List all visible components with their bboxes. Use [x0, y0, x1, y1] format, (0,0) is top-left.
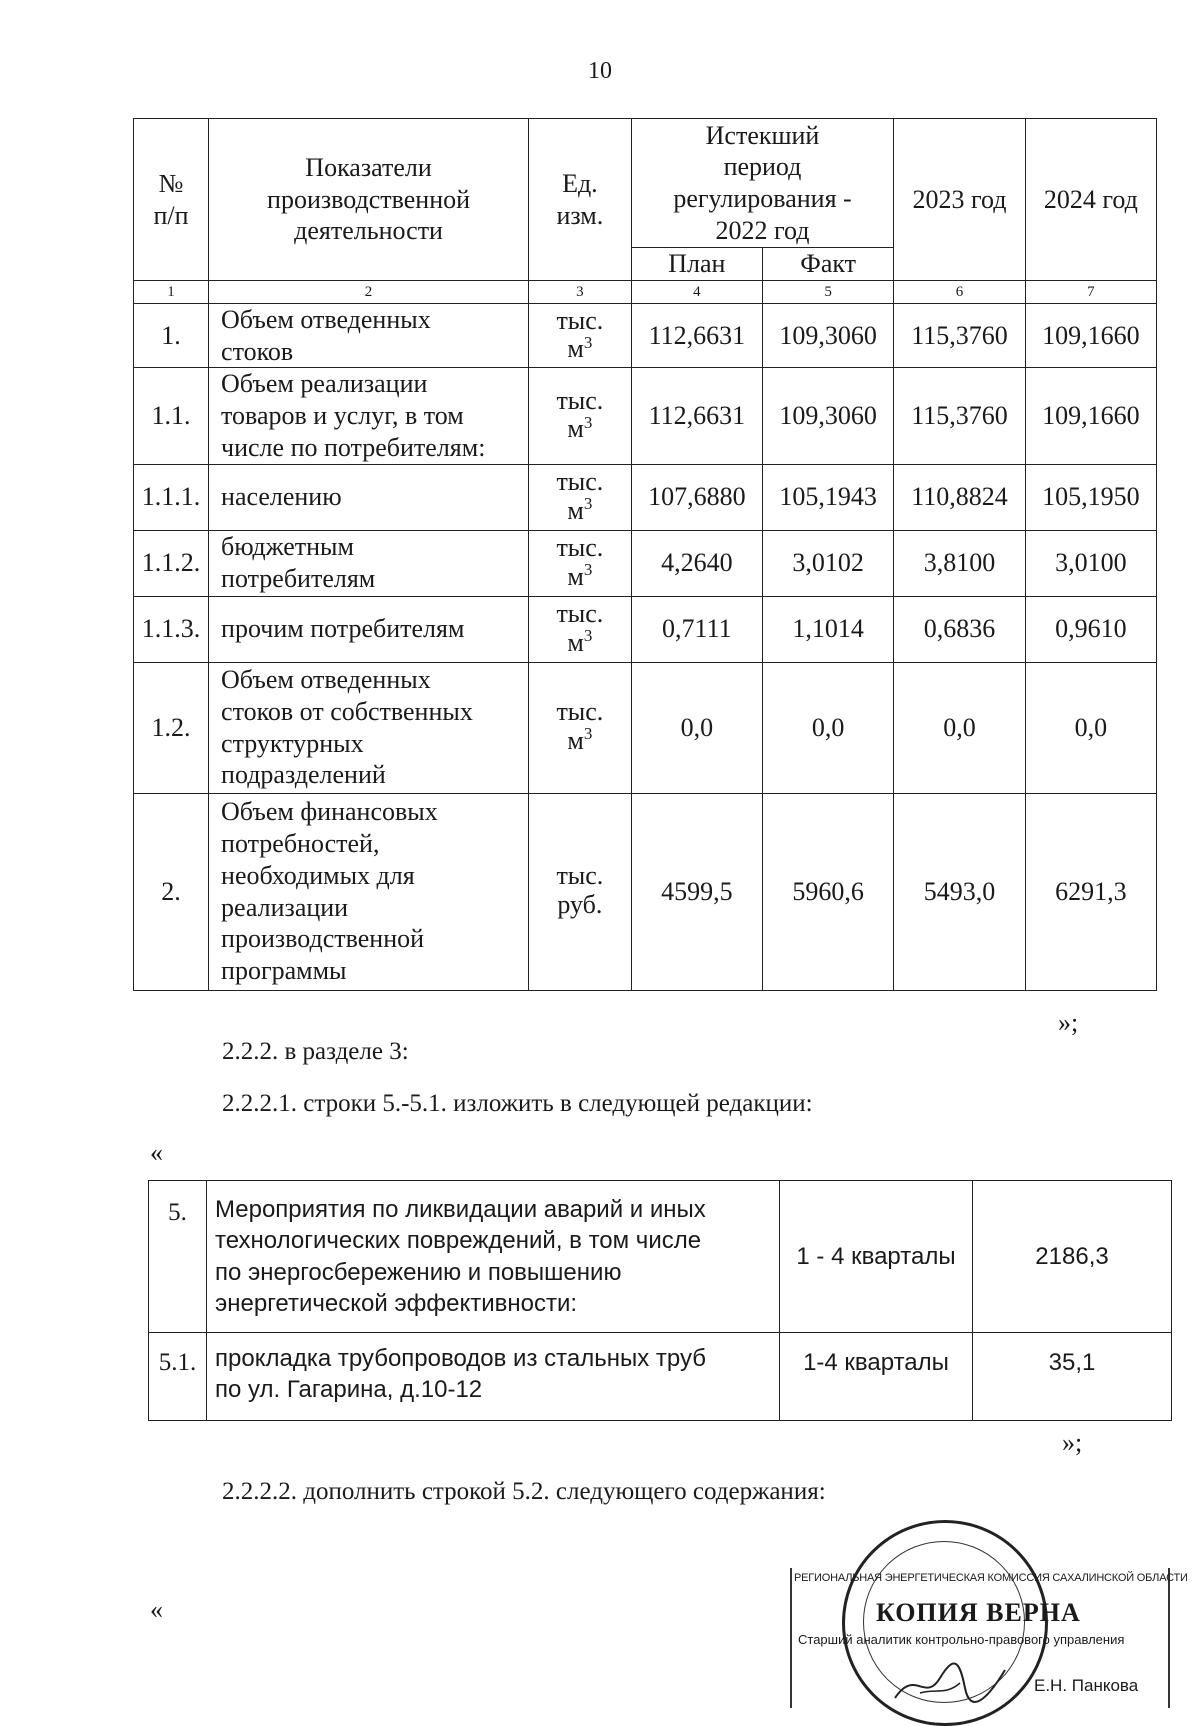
- stamp-position: Старший аналитик контрольно-правового управления: [798, 1632, 1125, 1647]
- certification-stamp: [790, 1548, 1188, 1713]
- table-row: [134, 793, 1157, 990]
- row-period: 1 - 4 кварталы: [780, 1181, 973, 1333]
- col-number: 4: [631, 281, 762, 304]
- page-number: 10: [588, 58, 612, 84]
- row-unit: тыс. руб.: [529, 793, 632, 990]
- open-quote: «: [150, 1595, 163, 1624]
- row-num: 1.1.1.: [134, 464, 209, 530]
- open-quote: «: [150, 1138, 163, 1167]
- table-row: [134, 304, 1157, 368]
- row-2023: 115,3760: [894, 304, 1025, 368]
- row-2024: 109,1660: [1025, 368, 1156, 464]
- row-text: прокладка трубопроводов из стальных труб по ул. Гагарина, д.10-12: [207, 1333, 780, 1421]
- row-2023: 0,0: [894, 662, 1025, 793]
- col-number: 5: [763, 281, 894, 304]
- row-2023: 0,6836: [894, 596, 1025, 662]
- row-plan: 0,7111: [631, 596, 762, 662]
- header-period: Истекший период регулирования - 2022 год: [631, 119, 894, 248]
- row-fact: 1,1014: [763, 596, 894, 662]
- stamp-title: КОПИЯ ВЕРНА: [876, 1598, 1081, 1627]
- paragraph: 2.2.2.2. дополнить строкой 5.2. следующего содержания:: [222, 1478, 826, 1505]
- row-name: бюджетным потребителям: [209, 530, 529, 596]
- row-2024: 6291,3: [1025, 793, 1156, 990]
- row-period: 1-4 кварталы: [780, 1333, 973, 1421]
- close-quote: »;: [1058, 1008, 1079, 1037]
- row-name: Объем отведенных стоков: [209, 304, 529, 368]
- row-name: населению: [209, 464, 529, 530]
- row-num: 1.1.3.: [134, 596, 209, 662]
- row-num: 2.: [134, 793, 209, 990]
- row-value: 2186,3: [973, 1181, 1172, 1333]
- row-unit: тыс. м 3: [529, 464, 632, 530]
- paragraph: 2.2.2. в разделе 3:: [222, 1038, 409, 1065]
- table-row: [149, 1333, 1172, 1421]
- header-2023: 2023 год: [894, 119, 1025, 281]
- row-plan: 107,6880: [631, 464, 762, 530]
- row-fact: 105,1943: [763, 464, 894, 530]
- header-num: № п/п: [134, 119, 209, 281]
- row-plan: 112,6631: [631, 304, 762, 368]
- row-fact: 0,0: [763, 662, 894, 793]
- header-indicator: Показатели производственной деятельности: [209, 119, 529, 281]
- table-row: [134, 662, 1157, 793]
- row-num: 1.1.: [134, 368, 209, 464]
- production-indicators-table: [133, 118, 1157, 991]
- stamp-name: Е.Н. Панкова: [1034, 1676, 1139, 1695]
- table-row: [134, 596, 1157, 662]
- paragraph: 2.2.2.1. строки 5.-5.1. изложить в следующей редакции:: [222, 1090, 813, 1117]
- col-number: 6: [894, 281, 1025, 304]
- row-num: 5.: [149, 1181, 207, 1333]
- col-number: 2: [209, 281, 529, 304]
- row-plan: 4,2640: [631, 530, 762, 596]
- row-name: прочим потребителям: [209, 596, 529, 662]
- signature-icon: [890, 1658, 1010, 1708]
- header-plan: План: [631, 248, 762, 281]
- row-num: 5.1.: [149, 1333, 207, 1421]
- row-plan: 0,0: [631, 662, 762, 793]
- row-2024: 109,1660: [1025, 304, 1156, 368]
- events-table: [148, 1180, 1172, 1421]
- row-2024: 3,0100: [1025, 530, 1156, 596]
- row-2023: 5493,0: [894, 793, 1025, 990]
- row-text: Мероприятия по ликвидации аварий и иных технологических повреждений, в том числе по энергосбережению и повышению энергетической эффективности:: [207, 1181, 780, 1333]
- row-2023: 3,8100: [894, 530, 1025, 596]
- row-fact: 3,0102: [763, 530, 894, 596]
- row-2023: 115,3760: [894, 368, 1025, 464]
- row-plan: 112,6631: [631, 368, 762, 464]
- row-num: 1.: [134, 304, 209, 368]
- row-fact: 5960,6: [763, 793, 894, 990]
- col-number: 1: [134, 281, 209, 304]
- row-fact: 109,3060: [763, 304, 894, 368]
- row-num: 1.1.2.: [134, 530, 209, 596]
- col-number: 7: [1025, 281, 1156, 304]
- row-name: Объем финансовых потребностей, необходимых для реализации производственной программы: [209, 793, 529, 990]
- row-2024: 105,1950: [1025, 464, 1156, 530]
- row-plan: 4599,5: [631, 793, 762, 990]
- header-2024: 2024 год: [1025, 119, 1156, 281]
- row-unit: тыс. м 3: [529, 530, 632, 596]
- row-2024: 0,9610: [1025, 596, 1156, 662]
- row-name: Объем реализации товаров и услуг, в том числе по потребителям:: [209, 368, 529, 464]
- row-name: Объем отведенных стоков от собственных структурных подразделений: [209, 662, 529, 793]
- row-num: 1.2.: [134, 662, 209, 793]
- row-value: 35,1: [973, 1333, 1172, 1421]
- table-row: [134, 464, 1157, 530]
- header-unit: Ед. изм.: [529, 119, 632, 281]
- row-unit: тыс. м 3: [529, 304, 632, 368]
- col-number: 3: [529, 281, 632, 304]
- table-row: [134, 368, 1157, 464]
- row-unit: тыс. м 3: [529, 368, 632, 464]
- row-fact: 109,3060: [763, 368, 894, 464]
- row-2023: 110,8824: [894, 464, 1025, 530]
- row-unit: тыс. м 3: [529, 662, 632, 793]
- row-unit: тыс. м 3: [529, 596, 632, 662]
- stamp-org: РЕГИОНАЛЬНАЯ ЭНЕРГЕТИЧЕСКАЯ КОМИССИЯ САХАЛИНСКОЙ ОБЛАСТИ: [794, 1572, 1188, 1584]
- close-quote: »;: [1062, 1428, 1083, 1457]
- table-row: [134, 530, 1157, 596]
- header-fact: Факт: [763, 248, 894, 281]
- row-2024: 0,0: [1025, 662, 1156, 793]
- table-row: [149, 1181, 1172, 1333]
